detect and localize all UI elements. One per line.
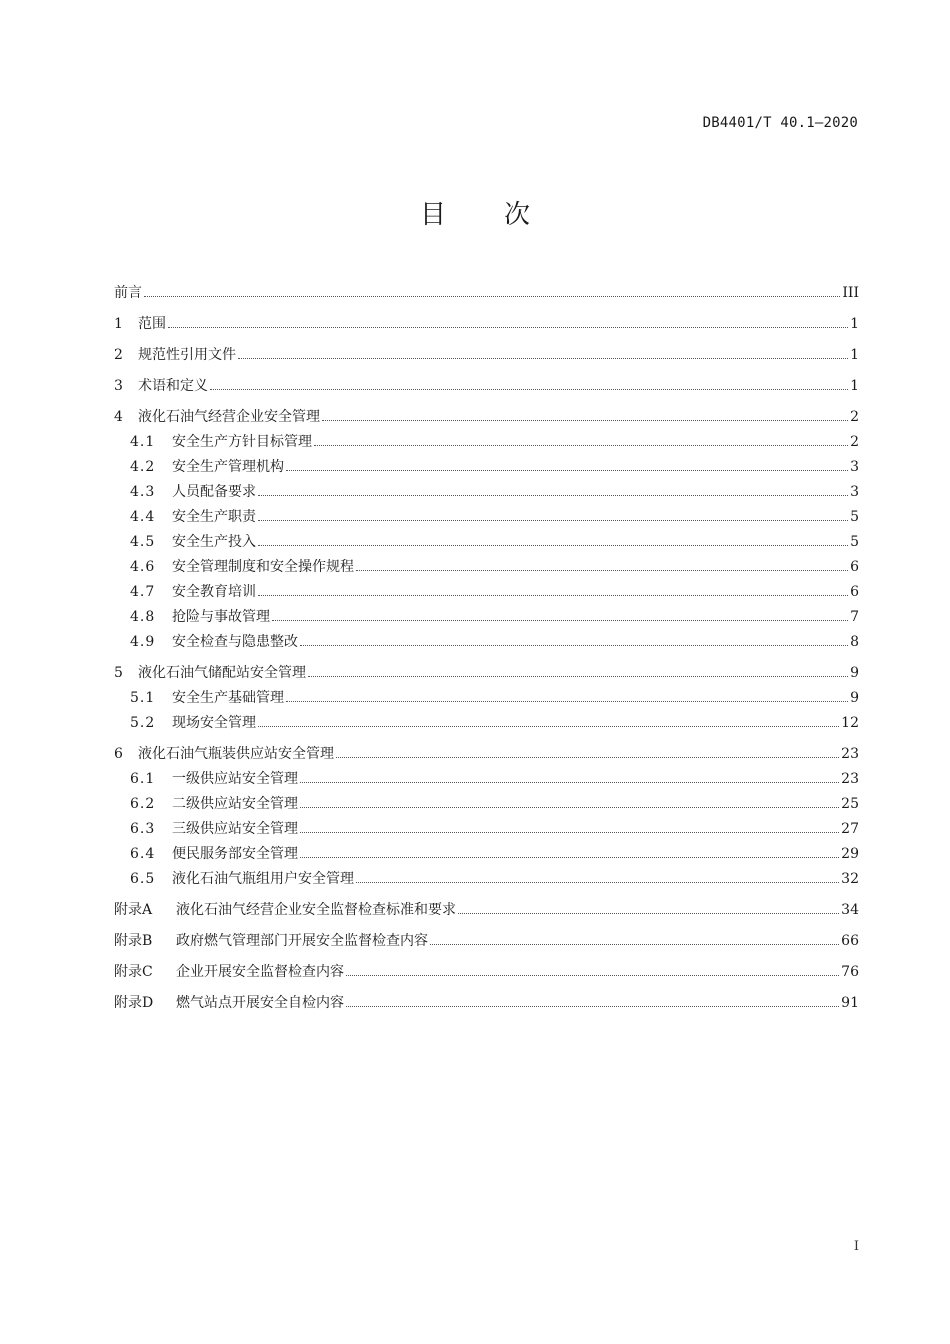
toc-entry-page: 91 [841, 995, 859, 1011]
toc-entry-label: 液化石油气经营企业安全管理 [138, 409, 320, 425]
toc-entry-label: 安全生产方针目标管理 [172, 434, 312, 450]
toc-leader-dots [300, 856, 839, 858]
toc-entry-number: 6.5 [130, 871, 156, 887]
toc-entry[interactable] [114, 993, 859, 1013]
toc-entry-page: 1 [850, 316, 859, 332]
toc-entry-label: 安全生产管理机构 [172, 459, 284, 475]
toc-entry-number: 4.9 [130, 634, 156, 650]
toc-entry-page: 2 [850, 434, 859, 450]
toc-entry-number: 4.8 [130, 609, 156, 625]
toc-entry[interactable] [114, 482, 859, 502]
toc-entry-label: 安全生产基础管理 [172, 690, 284, 706]
toc-entry-label: 前言 [114, 285, 142, 301]
toc-entry-label: 范围 [138, 316, 166, 332]
title-part-2: 次 [504, 200, 531, 230]
toc-entry-page: 9 [850, 665, 859, 681]
toc-entry-label: 人员配备要求 [172, 484, 256, 500]
toc-leader-dots [258, 544, 848, 546]
toc-leader-dots [336, 756, 839, 758]
toc-leader-dots [272, 619, 848, 621]
toc-entry[interactable] [114, 607, 859, 627]
toc-entry-label: 抢险与事故管理 [172, 609, 270, 625]
toc-entry-label: 规范性引用文件 [138, 347, 236, 363]
toc-leader-dots [210, 388, 848, 390]
toc-entry-number: 6.4 [130, 846, 156, 862]
toc-leader-dots [286, 469, 848, 471]
toc-entry-number: 4.2 [130, 459, 156, 475]
toc-entry[interactable] [114, 582, 859, 602]
toc-entry[interactable] [114, 869, 859, 889]
toc-leader-dots [238, 357, 848, 359]
toc-leader-dots [258, 519, 848, 521]
toc-entry[interactable] [114, 507, 859, 527]
toc-entry-page: 8 [850, 634, 859, 650]
toc-entry[interactable] [114, 744, 859, 764]
toc-entry-page: 32 [841, 871, 859, 887]
toc-leader-dots [314, 444, 848, 446]
toc-entry-page: 3 [850, 459, 859, 475]
toc-entry-label: 二级供应站安全管理 [172, 796, 298, 812]
toc-entry[interactable] [114, 557, 859, 577]
toc-leader-dots [346, 974, 839, 976]
toc-entry[interactable] [114, 769, 859, 789]
toc-entry-number: 附录A [114, 902, 153, 918]
toc-entry[interactable] [114, 713, 859, 733]
document-code: DB4401/T 40.1—2020 [702, 115, 858, 131]
toc-entry-number: 4.3 [130, 484, 156, 500]
page-title [0, 194, 950, 231]
toc-entry-number: 4.4 [130, 509, 156, 525]
toc-leader-dots [430, 943, 839, 945]
toc-entry[interactable] [114, 962, 859, 982]
toc-leader-dots [258, 594, 848, 596]
toc-entry-number: 4.1 [130, 434, 156, 450]
toc-leader-dots [356, 881, 839, 883]
toc-entry-label: 一级供应站安全管理 [172, 771, 298, 787]
toc-entry-label: 现场安全管理 [172, 715, 256, 731]
toc-entry-number: 2 [114, 347, 123, 363]
toc-entry-page: 23 [841, 746, 859, 762]
toc-entry-number: 6.1 [130, 771, 156, 787]
table-of-contents [114, 283, 859, 1013]
toc-entry-page: 2 [850, 409, 859, 425]
toc-leader-dots [322, 419, 848, 421]
toc-entry[interactable] [114, 819, 859, 839]
toc-entry-label: 燃气站点开展安全自检内容 [176, 995, 344, 1011]
toc-entry[interactable] [114, 931, 859, 951]
toc-entry-page: 12 [841, 715, 859, 731]
toc-entry[interactable] [114, 376, 859, 396]
toc-entry-page: 76 [841, 964, 859, 980]
toc-entry-page: 27 [841, 821, 859, 837]
toc-entry-number: 5.1 [130, 690, 156, 706]
toc-entry-label: 安全教育培训 [172, 584, 256, 600]
toc-entry[interactable] [114, 794, 859, 814]
toc-entry-page: 9 [850, 690, 859, 706]
toc-entry-page: 1 [850, 347, 859, 363]
toc-entry-number: 4.7 [130, 584, 156, 600]
toc-entry-label: 企业开展安全监督检查内容 [176, 964, 344, 980]
toc-entry-label: 三级供应站安全管理 [172, 821, 298, 837]
toc-entry-label: 政府燃气管理部门开展安全监督检查内容 [176, 933, 428, 949]
toc-entry[interactable] [114, 457, 859, 477]
toc-entry-number: 6.2 [130, 796, 156, 812]
toc-leader-dots [300, 831, 839, 833]
toc-entry-label: 安全生产投入 [172, 534, 256, 550]
toc-entry[interactable] [114, 663, 859, 683]
toc-entry[interactable] [114, 407, 859, 427]
toc-entry[interactable] [114, 314, 859, 334]
toc-entry-label: 液化石油气经营企业安全监督检查标准和要求 [176, 902, 456, 918]
toc-entry-number: 附录C [114, 964, 153, 980]
toc-entry-page: 7 [850, 609, 859, 625]
toc-entry[interactable] [114, 532, 859, 552]
toc-entry-number: 6.3 [130, 821, 156, 837]
toc-entry-label: 安全管理制度和安全操作规程 [172, 559, 354, 575]
toc-entry-number: 4 [114, 409, 123, 425]
toc-entry-label: 安全检查与隐患整改 [172, 634, 298, 650]
toc-entry-page: 6 [850, 584, 859, 600]
toc-entry-page: 23 [841, 771, 859, 787]
toc-leader-dots [258, 725, 839, 727]
toc-entry[interactable] [114, 432, 859, 452]
toc-leader-dots [300, 644, 848, 646]
footer-page-number: I [853, 1239, 859, 1254]
toc-entry-page: 3 [850, 484, 859, 500]
toc-entry[interactable] [114, 283, 859, 303]
toc-entry[interactable] [114, 632, 859, 652]
toc-entry-page: 5 [850, 534, 859, 550]
toc-entry-number: 4.6 [130, 559, 156, 575]
toc-entry-page: III [842, 285, 859, 301]
toc-entry-number: 5.2 [130, 715, 156, 731]
toc-leader-dots [300, 781, 839, 783]
toc-entry[interactable] [114, 345, 859, 365]
toc-leader-dots [286, 700, 848, 702]
toc-entry-number: 6 [114, 746, 123, 762]
toc-entry-number: 附录B [114, 933, 153, 949]
toc-leader-dots [308, 675, 848, 677]
toc-entry-page: 5 [850, 509, 859, 525]
toc-leader-dots [144, 295, 840, 297]
toc-entry-label: 液化石油气瓶组用户安全管理 [172, 871, 354, 887]
toc-entry[interactable] [114, 900, 859, 920]
toc-entry-number: 3 [114, 378, 123, 394]
toc-entry-number: 5 [114, 665, 123, 681]
toc-entry-label: 安全生产职责 [172, 509, 256, 525]
toc-entry[interactable] [114, 688, 859, 708]
toc-leader-dots [168, 326, 848, 328]
toc-entry-page: 29 [841, 846, 859, 862]
toc-entry-label: 便民服务部安全管理 [172, 846, 298, 862]
toc-entry-number: 附录D [114, 995, 154, 1011]
toc-entry-page: 34 [841, 902, 859, 918]
toc-entry-number: 1 [114, 316, 123, 332]
toc-entry-label: 液化石油气储配站安全管理 [138, 665, 306, 681]
toc-leader-dots [300, 806, 839, 808]
toc-entry-page: 25 [841, 796, 859, 812]
toc-leader-dots [356, 569, 848, 571]
toc-entry-label: 液化石油气瓶装供应站安全管理 [138, 746, 334, 762]
toc-leader-dots [258, 494, 848, 496]
toc-entry-label: 术语和定义 [138, 378, 208, 394]
toc-entry-page: 6 [850, 559, 859, 575]
title-part-1: 目 [419, 200, 446, 230]
toc-entry-page: 66 [841, 933, 859, 949]
toc-entry-page: 1 [850, 378, 859, 394]
toc-leader-dots [458, 912, 839, 914]
toc-entry-number: 4.5 [130, 534, 156, 550]
toc-leader-dots [346, 1005, 839, 1007]
toc-entry[interactable] [114, 844, 859, 864]
